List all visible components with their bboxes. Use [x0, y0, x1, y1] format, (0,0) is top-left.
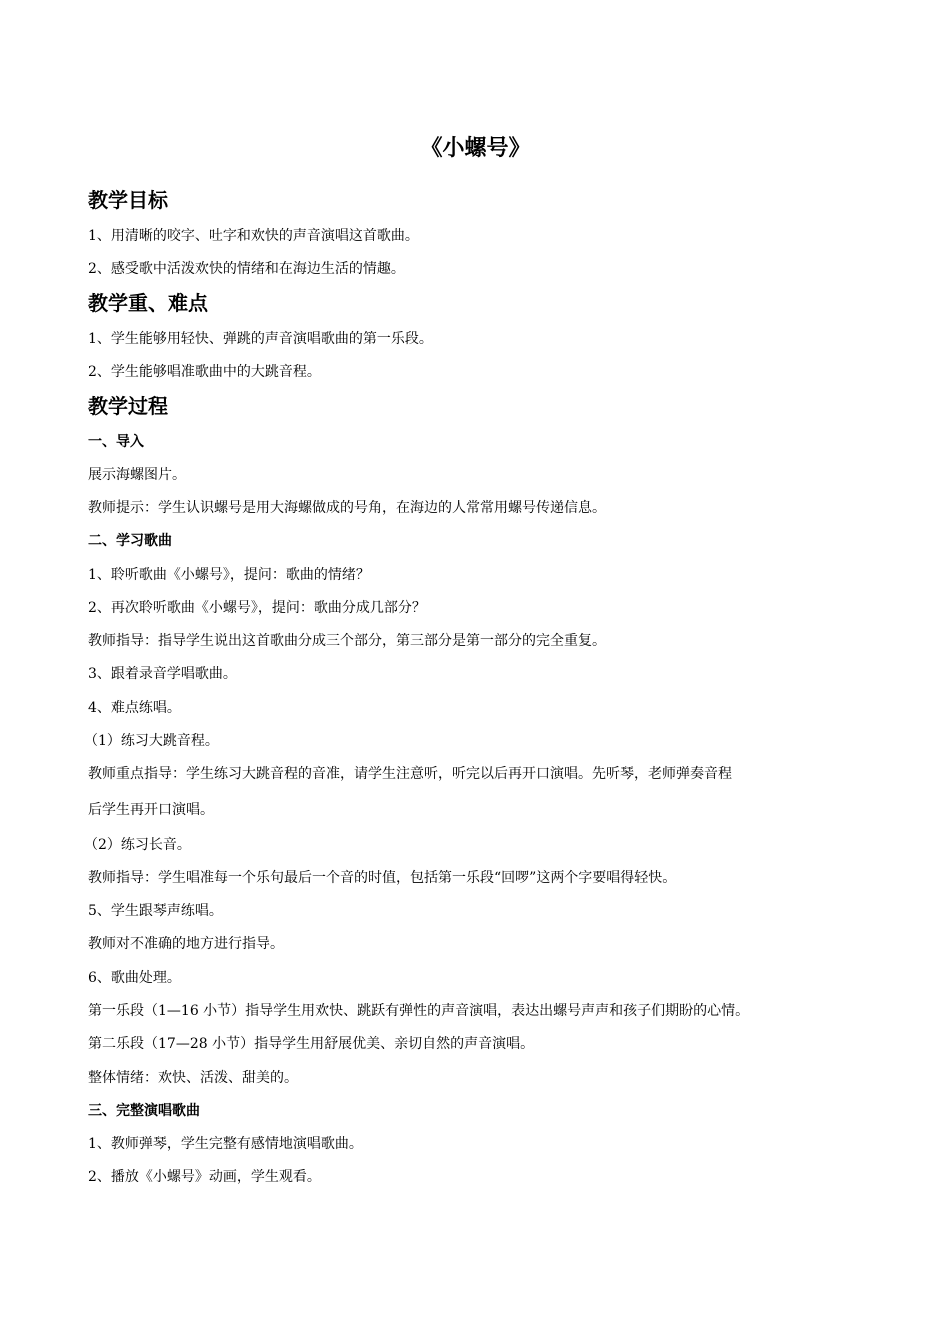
process-part1-heading: 一、导入 [88, 434, 144, 450]
section-heading-key-points: 教学重、难点 [88, 291, 208, 315]
process-line: 整体情绪：欢快、活泼、甜美的。 [88, 1070, 298, 1086]
document-page [84, 0, 878, 1344]
process-line: 4、难点练唱。 [88, 700, 181, 716]
process-line: 教师指导：指导学生说出这首歌曲分成三个部分，第三部分是第一部分的完全重复。 [88, 633, 606, 649]
process-line: 2、再次聆听歌曲《小螺号》，提问：歌曲分成几部分？ [88, 600, 426, 616]
process-line: 教师重点指导：学生练习大跳音程的音准，请学生注意听，听完以后再开口演唱。先听琴，老师弹奏音程 [88, 766, 732, 782]
key-point-item: 2、学生能够唱准歌曲中的大跳音程。 [88, 364, 321, 380]
section-heading-process: 教学过程 [88, 394, 168, 418]
goal-item: 2、感受歌中活泼欢快的情绪和在海边生活的情趣。 [88, 261, 405, 277]
document-title: 《小螺号》 [420, 135, 531, 161]
process-part3-heading: 三、完整演唱歌曲 [88, 1103, 200, 1119]
process-line: （1）练习大跳音程。 [84, 733, 219, 749]
process-line: 教师指导：学生唱准每一个乐句最后一个音的时值，包括第一乐段“回啰”这两个字要唱得轻快。 [88, 870, 677, 886]
key-point-item: 1、学生能够用轻快、弹跳的声音演唱歌曲的第一乐段。 [88, 331, 433, 347]
process-line: 后学生再开口演唱。 [88, 802, 214, 818]
process-line: 2、播放《小螺号》动画，学生观看。 [88, 1169, 321, 1185]
process-line: 3、跟着录音学唱歌曲。 [88, 666, 237, 682]
process-line: 教师对不准确的地方进行指导。 [88, 936, 284, 952]
process-line: 6、歌曲处理。 [88, 970, 181, 986]
process-line: 1、聆听歌曲《小螺号》，提问：歌曲的情绪？ [88, 567, 370, 583]
process-line: 1、教师弹琴，学生完整有感情地演唱歌曲。 [88, 1136, 363, 1152]
goal-item: 1、用清晰的咬字、吐字和欢快的声音演唱这首歌曲。 [88, 228, 419, 244]
process-line: 第二乐段（17—28 小节）指导学生用舒展优美、亲切自然的声音演唱。 [88, 1036, 535, 1052]
process-line: （2）练习长音。 [84, 837, 191, 853]
process-line: 第一乐段（1—16 小节）指导学生用欢快、跳跃有弹性的声音演唱，表达出螺号声声和孩子们期盼的心情。 [88, 1003, 750, 1019]
process-line: 教师提示：学生认识螺号是用大海螺做成的号角，在海边的人常常用螺号传递信息。 [88, 500, 606, 516]
process-part2-heading: 二、学习歌曲 [88, 533, 172, 549]
section-heading-goals: 教学目标 [88, 188, 168, 212]
process-line: 5、学生跟琴声练唱。 [88, 903, 223, 919]
process-line: 展示海螺图片。 [88, 467, 186, 483]
